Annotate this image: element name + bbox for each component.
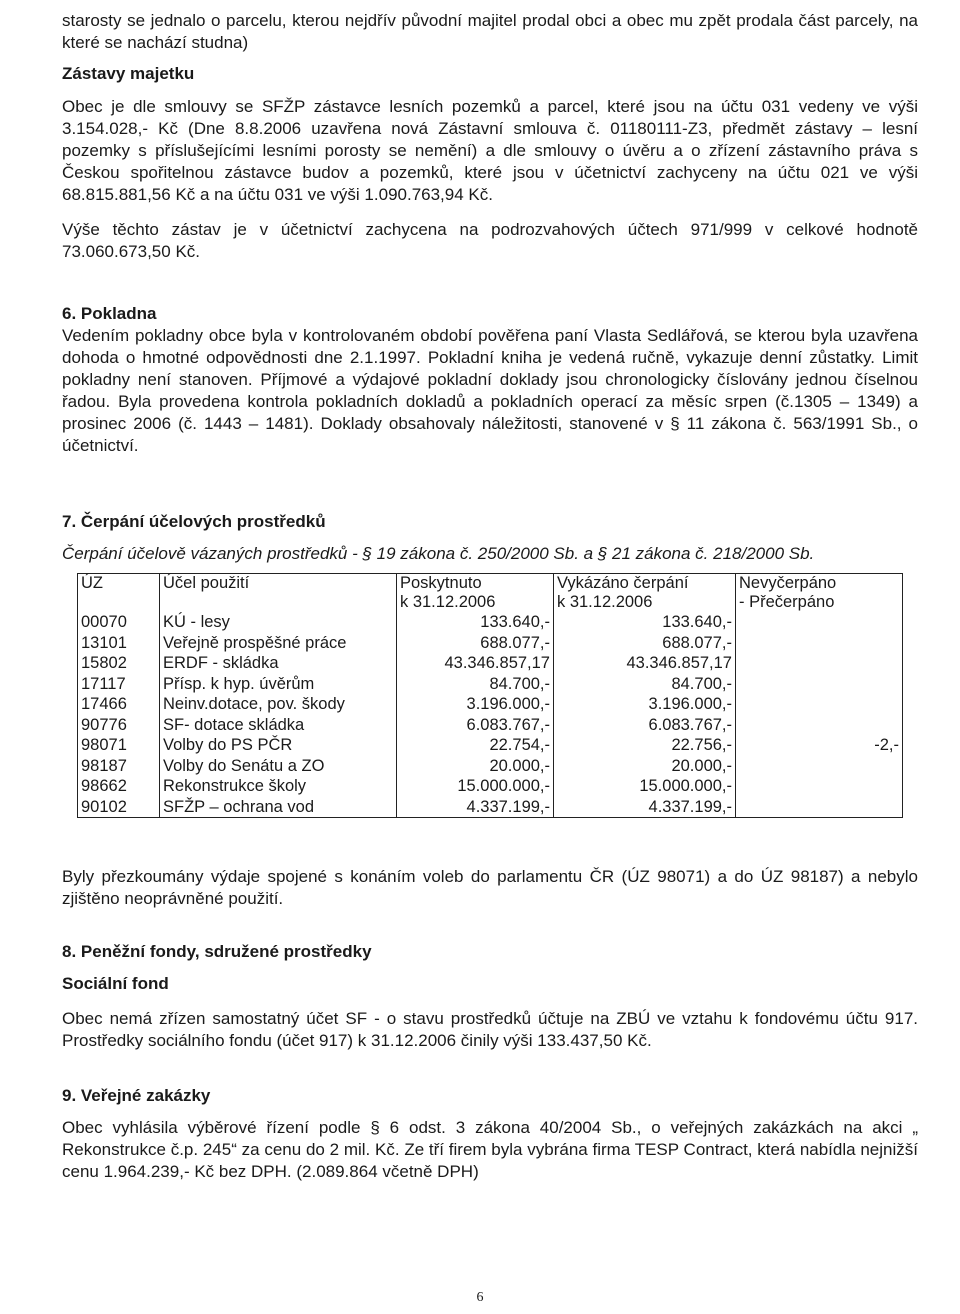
section-6-paragraph: Vedením pokladny obce byla v kontrolovaném období pověřena paní Vlasta Sedlářová, se kterou byla uzavřena dohoda o hmotné odpovědnosti dne 2.1.1997. Pokladní kniha je vedená ručně, vykazuje denní zůstatky. Limit pokladny není stanoven. Příjmové a výdajové pokladní doklady jsou chronologicky číslovány jednou číselnou řadou. Byla provedena kontrola pokladních dokladů a pokladních operací za měsíc srpen (č.1305 – 1349) a prosinec 2006 (č. 1443 – 1481). Doklady obsahovaly náležitosti, stanovené v § 11 zákona č. 563/1991 Sb., o účetnictví. xyxy=(62,326,918,455)
cell-vykazano: 4.337.199,- xyxy=(554,797,736,818)
cell-poskytnuto: 22.754,- xyxy=(397,735,554,756)
cell-uz: 98187 xyxy=(78,756,160,777)
cell-vykazano: 133.640,- xyxy=(554,612,736,633)
table-row xyxy=(78,674,903,695)
cell-nevycerpano xyxy=(736,797,903,818)
cell-nevycerpano xyxy=(736,756,903,777)
section-6-heading: 6. Pokladna xyxy=(62,304,157,323)
cell-uz: 98071 xyxy=(78,735,160,756)
header-vykazano: Vykázáno čerpání k 31.12.2006 xyxy=(554,574,736,613)
table-row xyxy=(78,653,903,674)
section-9-heading: 9. Veřejné zakázky xyxy=(62,1086,211,1105)
cell-ucel: Neinv.dotace, pov. škody xyxy=(160,694,397,715)
section-7-paragraph: Byly přezkoumány výdaje spojené s konáním voleb do parlamentu ČR (ÚZ 98071) a do ÚZ 98187) a nebylo zjištěno neoprávněné použití. xyxy=(62,867,918,908)
social-fund-heading: Sociální fond xyxy=(62,974,169,993)
cell-ucel: Rekonstrukce školy xyxy=(160,776,397,797)
section-8-heading: 8. Peněžní fondy, sdružené prostředky xyxy=(62,942,372,961)
zastavy-paragraph: Obec je dle smlouvy se SFŽP zástavce lesních pozemků a parcel, které jsou na účtu 031 vedeny ve výši 3.154.028,- Kč (Dne 8.8.2006 uzavřena nová Zástavní smlouva č. 01180111-Z3, předmět zástavy – lesní pozemky s příslušejícími lesními porosty se nemění) a dle smlouvy o úvěru a o zřízení zástavního práva s Českou spořitelnou zástavce budov a pozemků, které jsou v účetnictví zachyceny na účtu 021 ve výši 68.815.881,56 Kč a na účtu 031 ve výši 1.090.763,94 Kč. xyxy=(62,97,918,204)
cell-poskytnuto: 15.000.000,- xyxy=(397,776,554,797)
table-row xyxy=(78,694,903,715)
cell-poskytnuto: 6.083.767,- xyxy=(397,715,554,736)
cell-nevycerpano xyxy=(736,694,903,715)
cell-uz: 15802 xyxy=(78,653,160,674)
cell-ucel: Přísp. k hyp. úvěrům xyxy=(160,674,397,695)
table-row xyxy=(78,715,903,736)
cell-uz: 00070 xyxy=(78,612,160,633)
table-header-row xyxy=(78,574,903,613)
table-row xyxy=(78,776,903,797)
cell-ucel: ERDF - skládka xyxy=(160,653,397,674)
cell-poskytnuto: 84.700,- xyxy=(397,674,554,695)
cell-vykazano: 6.083.767,- xyxy=(554,715,736,736)
header-nevycerpano: Nevyčerpáno - Přečerpáno xyxy=(736,574,903,613)
cell-poskytnuto: 688.077,- xyxy=(397,633,554,654)
cell-vykazano: 43.346.857,17 xyxy=(554,653,736,674)
page-number: 6 xyxy=(476,1290,484,1305)
table-row xyxy=(78,797,903,818)
cell-poskytnuto: 20.000,- xyxy=(397,756,554,777)
cell-uz: 17117 xyxy=(78,674,160,695)
cell-vykazano: 15.000.000,- xyxy=(554,776,736,797)
cell-poskytnuto: 133.640,- xyxy=(397,612,554,633)
zastavy-heading: Zástavy majetku xyxy=(62,64,195,83)
cell-vykazano: 22.756,- xyxy=(554,735,736,756)
cell-uz: 98662 xyxy=(78,776,160,797)
cell-nevycerpano xyxy=(736,715,903,736)
table-row xyxy=(78,735,903,756)
cell-vykazano: 688.077,- xyxy=(554,633,736,654)
cell-uz: 90776 xyxy=(78,715,160,736)
cell-nevycerpano: -2,- xyxy=(736,735,903,756)
cell-nevycerpano xyxy=(736,612,903,633)
cell-nevycerpano xyxy=(736,776,903,797)
table-row xyxy=(78,756,903,777)
cell-ucel: Volby do Senátu a ZO xyxy=(160,756,397,777)
cell-ucel: KÚ - lesy xyxy=(160,612,397,633)
section-8-paragraph: Obec nemá zřízen samostatný účet SF - o stavu prostředků účtuje na ZBÚ ve vztahu k fondovému účtu 917. Prostředky sociálního fondu (účet 917) k 31.12.2006 činily výši 133.437,50 Kč. xyxy=(62,1009,918,1050)
header-uz: ÚZ xyxy=(78,574,160,613)
cell-vykazano: 20.000,- xyxy=(554,756,736,777)
cell-ucel: Volby do PS PČR xyxy=(160,735,397,756)
cell-nevycerpano xyxy=(736,633,903,654)
section-7-subtitle: Čerpání účelově vázaných prostředků - § 19 zákona č. 250/2000 Sb. a § 21 zákona č. 218/2000 Sb. xyxy=(62,544,815,563)
zastavy-total-paragraph: Výše těchto zástav je v účetnictví zachycena na podrozvahových účtech 971/999 v celkové hodnotě 73.060.673,50 Kč. xyxy=(62,220,918,261)
cell-ucel: Veřejně prospěšné práce xyxy=(160,633,397,654)
cell-uz: 17466 xyxy=(78,694,160,715)
section-7-heading: 7. Čerpání účelových prostředků xyxy=(62,512,326,531)
table-row xyxy=(78,612,903,633)
cell-poskytnuto: 43.346.857,17 xyxy=(397,653,554,674)
purpose-funds-table xyxy=(77,573,903,818)
section-9-paragraph: Obec vyhlásila výběrové řízení podle § 6 odst. 3 zákona 40/2004 Sb., o veřejných zakázkách na akci „ Rekonstrukce č.p. 245“ za cenu do 2 mil. Kč. Ze tří firem byla vybrána firma TESP Contract, která nabídla nejnižší cenu 1.964.239,- Kč bez DPH. (2.089.864 včetně DPH) xyxy=(62,1118,918,1181)
cell-poskytnuto: 3.196.000,- xyxy=(397,694,554,715)
cell-ucel: SFŽP – ochrana vod xyxy=(160,797,397,818)
cell-uz: 13101 xyxy=(78,633,160,654)
cell-vykazano: 3.196.000,- xyxy=(554,694,736,715)
cell-nevycerpano xyxy=(736,674,903,695)
table-row xyxy=(78,633,903,654)
cell-poskytnuto: 4.337.199,- xyxy=(397,797,554,818)
header-poskytnuto: Poskytnuto k 31.12.2006 xyxy=(397,574,554,613)
header-ucel: Účel použití xyxy=(160,574,397,613)
cell-vykazano: 84.700,- xyxy=(554,674,736,695)
intro-continuation: starosty se jednalo o parcelu, kterou nejdřív původní majitel prodal obci a obec mu zpět prodala část parcely, na které se nachází studna) xyxy=(62,11,918,52)
cell-nevycerpano xyxy=(736,653,903,674)
cell-ucel: SF- dotace skládka xyxy=(160,715,397,736)
cell-uz: 90102 xyxy=(78,797,160,818)
